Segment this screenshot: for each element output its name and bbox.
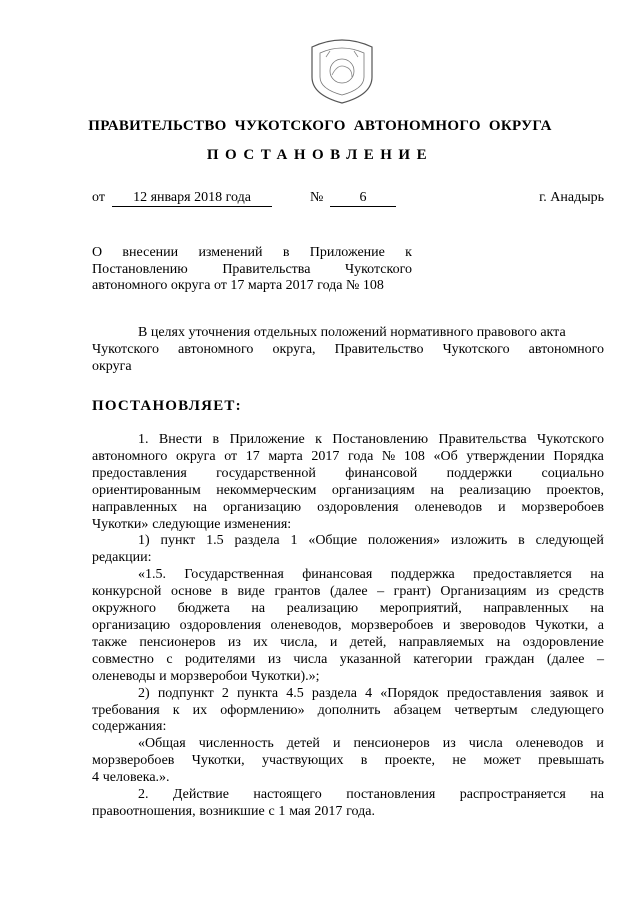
word: направленных [483, 601, 569, 617]
word: и [596, 685, 604, 701]
word: и [442, 617, 451, 633]
word: марта [268, 448, 303, 464]
word: правоотношения, [92, 803, 196, 819]
word: положения» [367, 533, 440, 549]
word: автономного округа от 17 марта 2017 года № 108 [92, 278, 384, 293]
number-field [330, 190, 396, 207]
word: года. [346, 803, 375, 819]
word: родителями [185, 651, 256, 667]
word: численность [198, 736, 274, 752]
word: может [483, 753, 521, 769]
date-field [112, 190, 272, 207]
word: государственной [216, 465, 316, 481]
body-line [92, 787, 604, 804]
number-prefix: № [310, 190, 324, 205]
body-line [92, 719, 604, 736]
body-line [92, 432, 604, 449]
word: направляемых [398, 634, 485, 650]
word: Чукотки, [191, 753, 245, 769]
body-line [92, 584, 604, 601]
word: морзверобои [170, 668, 248, 684]
word: на [251, 601, 266, 617]
word: распространяется [459, 787, 566, 803]
preamble-first-line [92, 325, 604, 342]
body-line [92, 601, 604, 618]
word: организацию [92, 617, 171, 633]
word: от [224, 448, 238, 464]
word: детей [286, 736, 320, 752]
word: предоставления [92, 465, 187, 481]
body-line [92, 635, 604, 652]
word: из [267, 651, 281, 667]
word: редакции: [92, 550, 152, 566]
word: предоставления [446, 685, 542, 701]
word: Постановлению [92, 261, 188, 277]
word: пункт [160, 533, 196, 549]
word: из [442, 736, 456, 752]
word: О [92, 245, 103, 260]
word: предоставляется [473, 567, 572, 583]
word: 2 [221, 685, 229, 701]
word: к [172, 702, 180, 718]
word: Государственная [184, 567, 284, 583]
word: содержания: [92, 719, 167, 735]
word: средств [558, 584, 604, 600]
word: и [332, 736, 341, 752]
body-line [92, 517, 604, 534]
body-line [92, 703, 604, 720]
subject-line [92, 278, 412, 295]
body-line [92, 804, 604, 821]
word: Чукотского [442, 341, 510, 357]
word: звероводов [459, 617, 526, 633]
organization-title: ПРАВИТЕЛЬСТВО ЧУКОТСКОГО АВТОНОМНОГО ОКРУГА [88, 118, 552, 134]
word: раздела [311, 685, 357, 701]
word: их [192, 702, 208, 718]
word: оздоровления [317, 499, 399, 515]
word: «Общие [308, 533, 358, 549]
word: утверждении [466, 448, 545, 464]
word: оленеводов, [270, 617, 342, 633]
word: «Об [433, 448, 458, 464]
word: Приложение [309, 245, 385, 260]
word: детей, [349, 634, 387, 650]
word: из [227, 634, 241, 650]
word: с [268, 803, 275, 819]
word: настоящего [253, 787, 322, 803]
body-line [92, 669, 604, 686]
body-line [92, 449, 604, 466]
word: 1.5 [206, 533, 224, 549]
word: Чукотки» [92, 516, 149, 532]
word: организацию [222, 499, 302, 515]
word: 4.5 [286, 685, 304, 701]
word: и [596, 736, 604, 752]
word: направленных [92, 499, 178, 515]
word: Порядка [553, 448, 604, 464]
body-line [92, 618, 604, 635]
coat-of-arms-emblem [302, 33, 382, 105]
word: социально [541, 465, 604, 481]
word: 2017 [314, 803, 343, 819]
word: на [590, 787, 604, 803]
word: внесении [122, 245, 179, 260]
word: заявок [549, 685, 589, 701]
word: основе [170, 584, 212, 600]
word: (далее [546, 651, 585, 667]
word: мероприятий, [379, 601, 462, 617]
word: в [221, 584, 228, 600]
word: Правительства [438, 432, 527, 447]
preamble [92, 325, 604, 376]
word: на [590, 601, 604, 617]
word: Правительство [334, 341, 424, 357]
word: проекте, [384, 753, 436, 769]
word: поддержка [390, 567, 455, 583]
word: виде [237, 584, 265, 600]
word: а [597, 617, 604, 633]
word: 1 [290, 533, 298, 549]
word: раздела [234, 533, 280, 549]
word: граждан [484, 651, 535, 667]
word: Чукотского [92, 341, 159, 357]
word: автономного [528, 341, 604, 357]
body-line [92, 686, 604, 703]
word: подпункт [157, 685, 214, 701]
word: проектов, [546, 482, 604, 498]
word: 4 [92, 770, 99, 786]
word: пенсионеров [353, 736, 430, 752]
word: Чукотки, [535, 617, 589, 633]
body-line [92, 753, 604, 770]
word: морзверобоев [92, 753, 175, 769]
word: мая [289, 803, 311, 819]
word: на [496, 634, 511, 650]
body-line [92, 736, 604, 753]
word: четвертым [454, 702, 518, 718]
word: следующего [530, 702, 604, 718]
word: с [166, 651, 173, 667]
word: финансовой [345, 465, 418, 481]
word: совместно [92, 651, 154, 667]
body-line [92, 770, 604, 787]
word: изменений [198, 245, 263, 260]
word: оленеводов [515, 736, 584, 752]
word: дополнить [317, 702, 381, 718]
word: Чукотки).»; [251, 668, 320, 684]
word: «1.5. [138, 567, 166, 583]
word: бюджета [177, 601, 230, 617]
word: некоммерческим [216, 482, 317, 498]
word: из [536, 584, 550, 600]
word: оленеводы [92, 668, 156, 684]
word: финансовая [302, 567, 373, 583]
word: конкурсной [92, 584, 162, 600]
word: Чукотского [344, 261, 412, 277]
word: 1) [138, 533, 150, 549]
word: в [518, 533, 525, 549]
body-line [92, 567, 604, 584]
body-line [92, 652, 604, 669]
word: ориентированным [92, 482, 201, 498]
word: автономного [178, 341, 254, 357]
word: – [377, 584, 385, 600]
word: оформлению» [220, 702, 305, 718]
word: Организациям [440, 584, 527, 600]
word: грант) [393, 584, 431, 600]
word: возникшие [199, 803, 265, 819]
word: превышать [538, 753, 604, 769]
word: округа [92, 358, 132, 374]
subject-line [92, 245, 412, 262]
body-line [92, 483, 604, 500]
word: следующей [535, 533, 604, 549]
word: также [92, 634, 128, 650]
word: Внести [158, 432, 203, 447]
word: Постановлению [332, 432, 429, 447]
word: в [360, 753, 368, 769]
word: к [405, 245, 412, 260]
word: на [193, 499, 207, 515]
word: организациям [331, 482, 415, 498]
word: Приложение [229, 432, 305, 447]
word: оздоровление [522, 634, 604, 650]
word: не [452, 753, 467, 769]
word: реализацию [459, 482, 531, 498]
word: указанной [339, 651, 401, 667]
word: в [282, 245, 290, 260]
word: их [253, 634, 268, 650]
document-type-title: ПОСТАНОВЛЕНИЕ [206, 147, 434, 163]
word: Чукотского [537, 432, 604, 447]
document-body [92, 432, 604, 821]
word: числа [293, 651, 328, 667]
word: и [329, 634, 338, 650]
word: на [590, 567, 604, 583]
word: реализацию [286, 601, 359, 617]
word: числа [468, 736, 503, 752]
word: округа, [272, 341, 316, 357]
document-place: г. Анадырь [539, 190, 604, 205]
document-number: 6 [330, 190, 396, 207]
word: 4 [365, 685, 373, 701]
word: 2017 [311, 448, 340, 464]
word: пенсионеров [139, 634, 216, 650]
word: в [212, 432, 220, 447]
word: участвующих [262, 753, 344, 769]
word: и [159, 668, 167, 684]
date-prefix: от [92, 190, 105, 205]
word: абзацем [393, 702, 442, 718]
body-line [92, 500, 604, 517]
word: 1 [278, 803, 286, 819]
word: постановления [346, 787, 436, 803]
preamble-line [92, 359, 604, 376]
word: на [430, 482, 445, 498]
word: категории [413, 651, 473, 667]
word: числа, [280, 634, 318, 650]
document-date: 12 января 2018 года [112, 190, 272, 207]
word: Действие [172, 787, 229, 803]
word: округа [176, 448, 216, 464]
word: изменения: [224, 516, 292, 532]
word: требования [92, 702, 160, 718]
word: к [315, 432, 322, 447]
resolves-heading: ПОСТАНОВЛЯЕТ: [92, 398, 242, 414]
word: автономного [92, 448, 168, 464]
word: «Общая [138, 736, 186, 752]
body-line [92, 533, 604, 550]
word: 2. [138, 787, 149, 803]
preamble-first-text: В целях уточнения отдельных положений нормативного правового акта [138, 325, 566, 340]
word: и [498, 499, 506, 515]
word: морзверобоев [350, 617, 434, 633]
word: человека.». [102, 770, 170, 786]
word: года [347, 448, 374, 464]
word: 2) [138, 685, 150, 701]
subject-line [92, 262, 412, 279]
word: оленеводов [414, 499, 483, 515]
word: поддержки [446, 465, 513, 481]
document-subject [92, 245, 412, 295]
word: (далее [330, 584, 368, 600]
word: изложить [450, 533, 508, 549]
word: следующие [152, 516, 221, 532]
body-line [92, 466, 604, 483]
word: «Порядок [380, 685, 439, 701]
word: морзверобоев [521, 499, 604, 515]
preamble-line [92, 342, 604, 359]
word: окружного [92, 601, 156, 617]
word: грантов [274, 584, 321, 600]
word: 17 [245, 448, 260, 464]
word: 1. [138, 432, 149, 447]
word: 108 [403, 448, 425, 464]
word: Правительства [222, 261, 311, 277]
word: – [596, 651, 604, 667]
word: оздоровления [179, 617, 262, 633]
body-line [92, 550, 604, 567]
word: пункта [237, 685, 279, 701]
word: № [381, 448, 396, 464]
